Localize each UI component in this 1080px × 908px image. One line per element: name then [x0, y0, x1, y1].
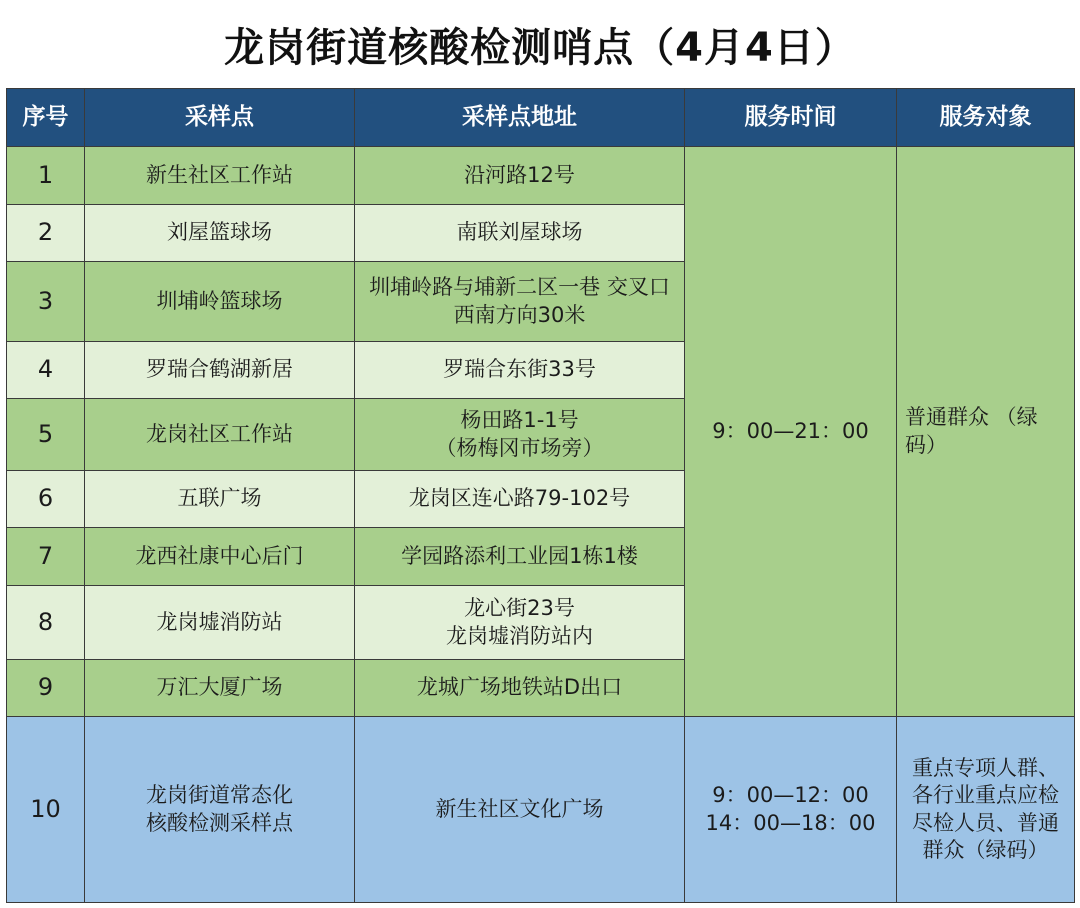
site-address: 龙岗区连心路79-102号	[355, 471, 685, 528]
table-row	[7, 147, 1075, 205]
header-service-target: 服务对象	[897, 89, 1075, 147]
site-name: 龙岗街道常态化 核酸检测采样点	[85, 717, 355, 903]
site-address: 罗瑞合东街33号	[355, 342, 685, 399]
site-address: 沿河路12号	[355, 147, 685, 205]
site-name: 罗瑞合鹤湖新居	[85, 342, 355, 399]
site-name: 新生社区工作站	[85, 147, 355, 205]
site-address: 学园路添利工业园1栋1楼	[355, 528, 685, 586]
site-name: 圳埔岭篮球场	[85, 262, 355, 342]
row-number: 10	[7, 717, 85, 903]
header-number: 序号	[7, 89, 85, 147]
table-header-row	[7, 89, 1075, 147]
table-row	[7, 717, 1075, 903]
row-number: 2	[7, 205, 85, 262]
row-number: 1	[7, 147, 85, 205]
site-address: 圳埔岭路与埔新二区一巷 交叉口 西南方向30米	[355, 262, 685, 342]
site-name: 龙岗社区工作站	[85, 399, 355, 471]
row-number: 3	[7, 262, 85, 342]
row-number: 7	[7, 528, 85, 586]
site-address: 杨田路1-1号 （杨梅冈市场旁）	[355, 399, 685, 471]
site-address: 新生社区文化广场	[355, 717, 685, 903]
site-name: 五联广场	[85, 471, 355, 528]
row-number: 9	[7, 660, 85, 717]
header-site: 采样点	[85, 89, 355, 147]
service-time-group-1: 9：00—21：00	[685, 147, 897, 717]
service-target-group-1: 普通群众 （绿 码）	[897, 147, 1075, 717]
sampling-sites-table	[6, 88, 1075, 903]
row-number: 4	[7, 342, 85, 399]
row-number: 8	[7, 586, 85, 660]
row-number: 6	[7, 471, 85, 528]
header-service-time: 服务时间	[685, 89, 897, 147]
page-title: 龙岗街道核酸检测哨点（4月4日）	[224, 24, 856, 71]
service-target-group-2: 重点专项人群、 各行业重点应检 尽检人员、普通 群众（绿码）	[897, 717, 1075, 903]
row-number: 5	[7, 399, 85, 471]
site-name: 万汇大厦广场	[85, 660, 355, 717]
header-address: 采样点地址	[355, 89, 685, 147]
site-address: 南联刘屋球场	[355, 205, 685, 262]
service-time-group-2: 9：00—12：00 14：00—18：00	[685, 717, 897, 903]
site-name: 龙岗墟消防站	[85, 586, 355, 660]
site-address: 龙心街23号 龙岗墟消防站内	[355, 586, 685, 660]
site-name: 刘屋篮球场	[85, 205, 355, 262]
site-address: 龙城广场地铁站D出口	[355, 660, 685, 717]
site-name: 龙西社康中心后门	[85, 528, 355, 586]
